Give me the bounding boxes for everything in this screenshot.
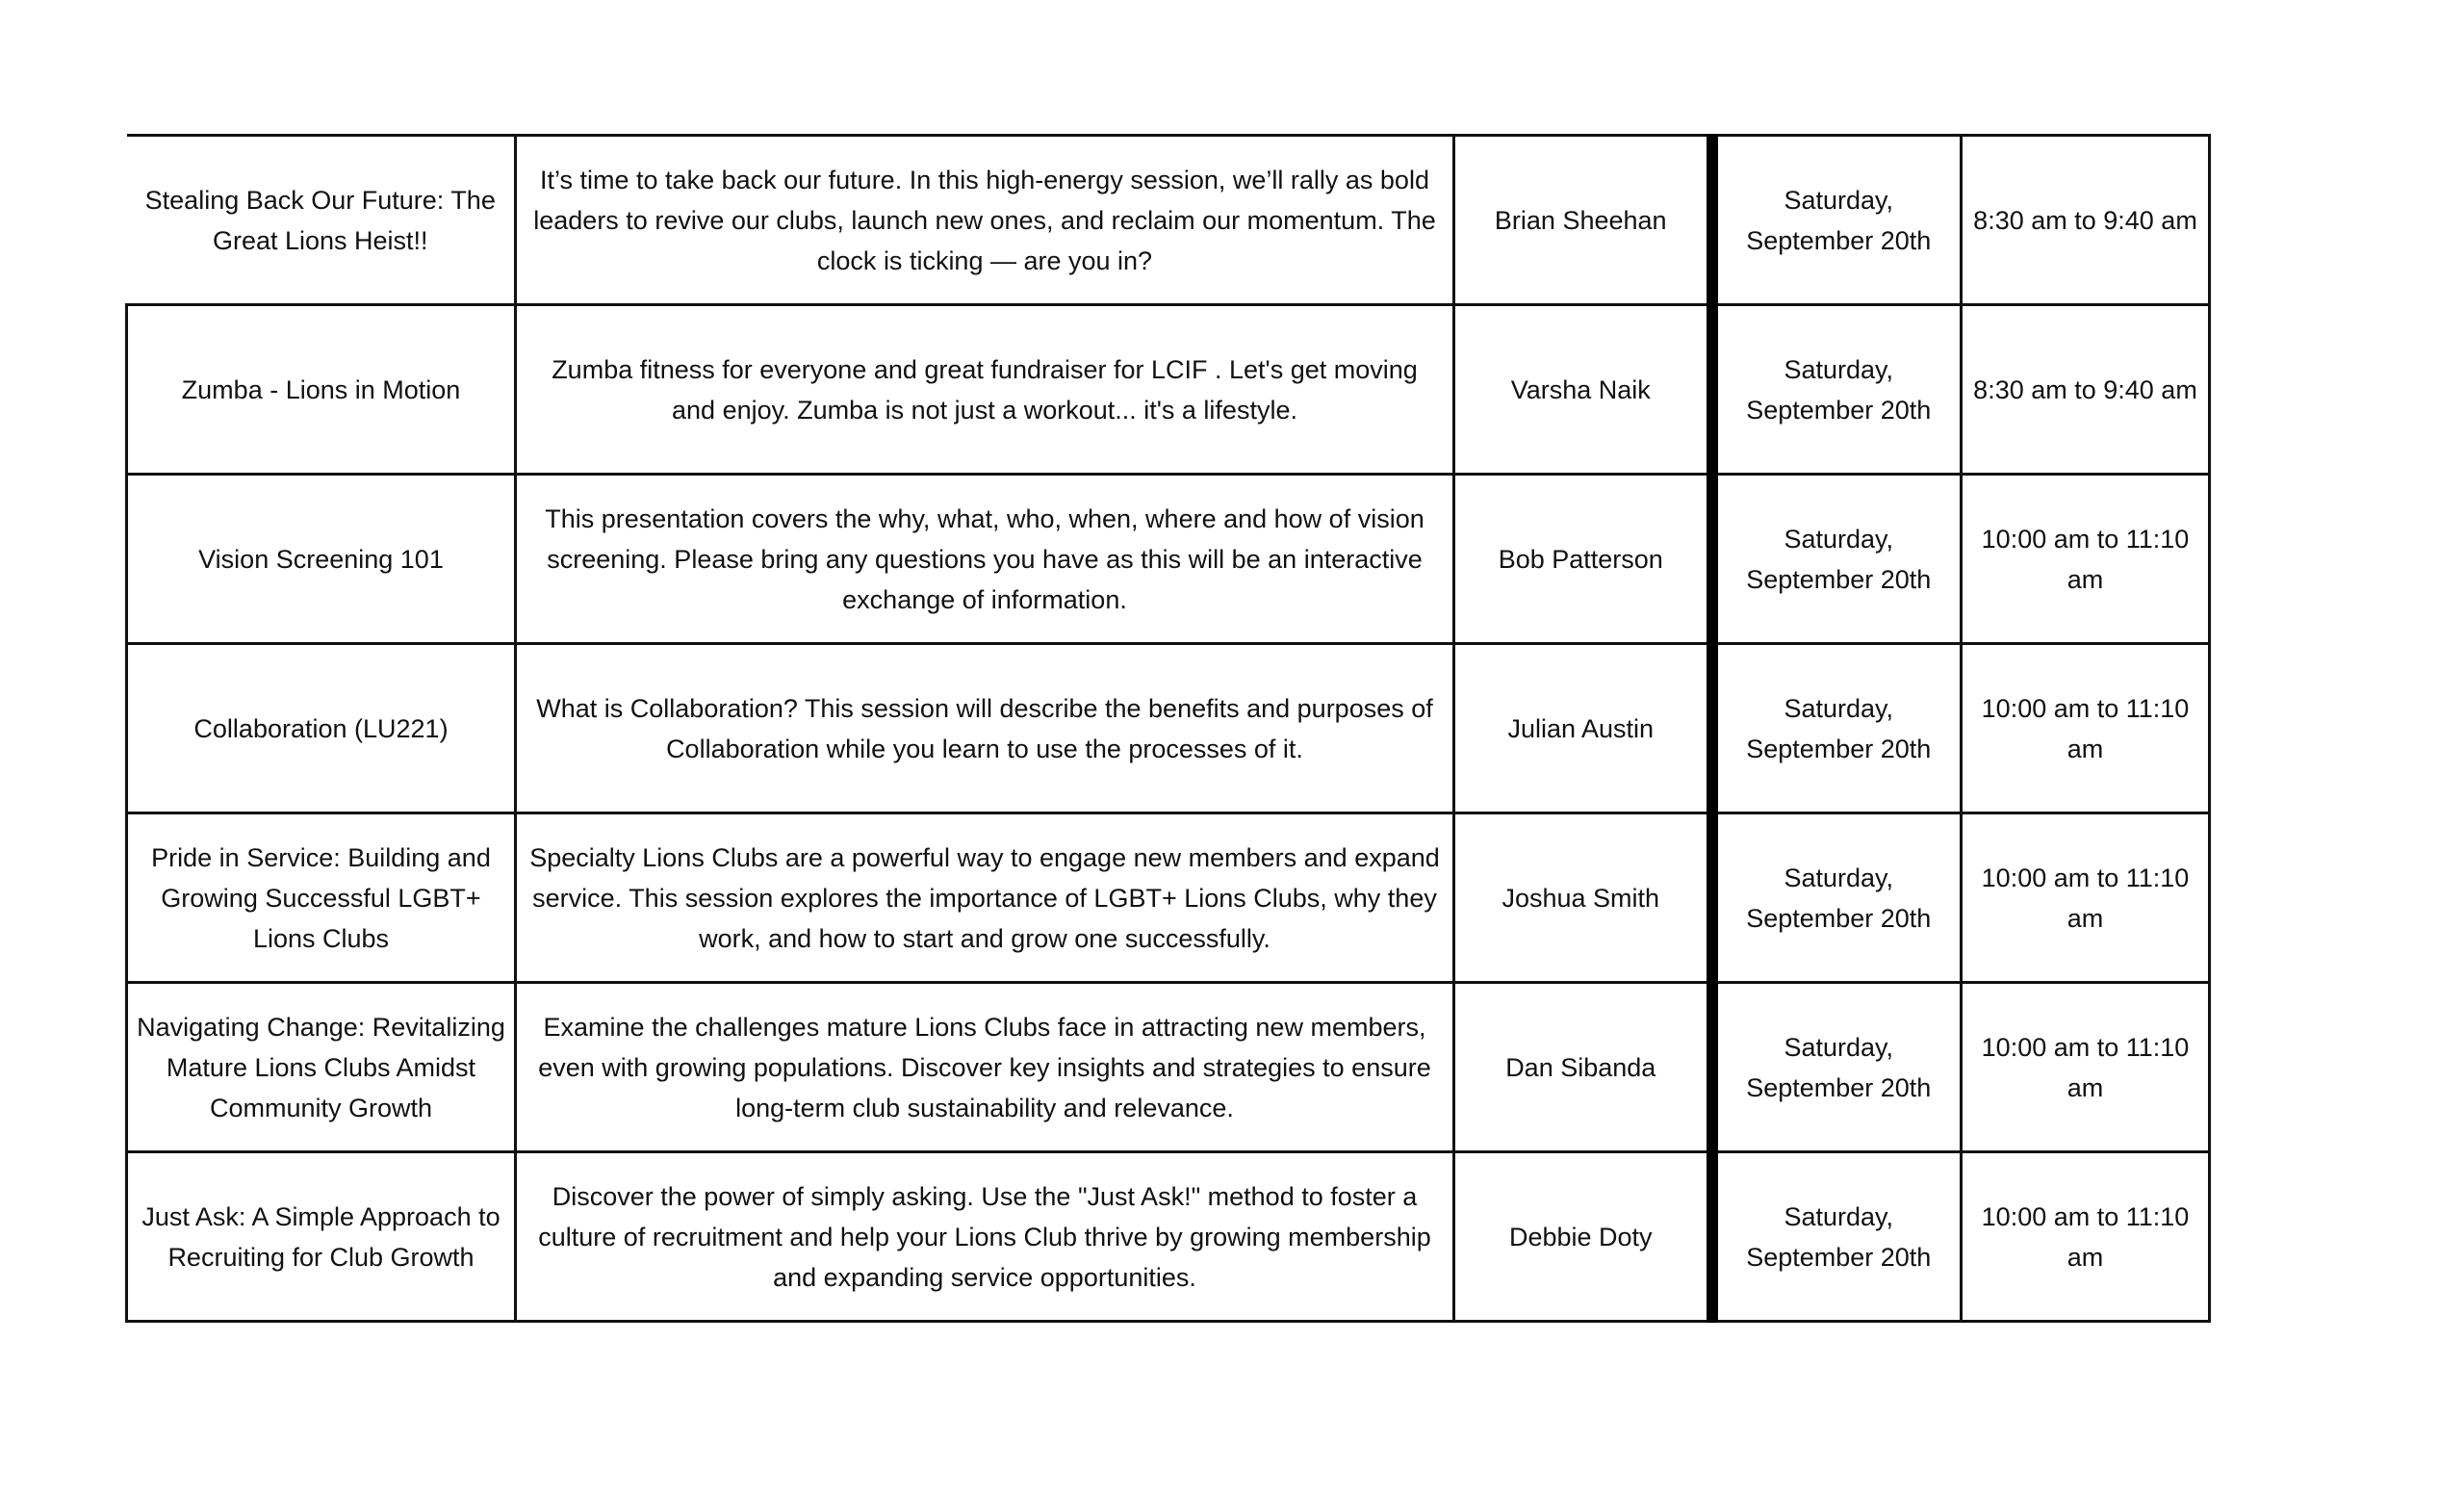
session-date: Saturday, September 20th bbox=[1712, 983, 1962, 1152]
session-speaker: Joshua Smith bbox=[1454, 813, 1712, 983]
session-title: Stealing Back Our Future: The Great Lions Heist!! bbox=[127, 136, 516, 305]
table-row bbox=[127, 813, 2210, 983]
session-description: Specialty Lions Clubs are a powerful way to engage new members and expand service. This session explores the importance of LGBT+ Lions Clubs, why they work, and how to start and grow one successfully. bbox=[516, 813, 1454, 983]
session-description: It’s time to take back our future. In this high-energy session, we’ll rally as bold leaders to revive our clubs, launch new ones, and reclaim our momentum. The clock is ticking — are you in? bbox=[516, 136, 1454, 305]
session-time: 10:00 am to 11:10 am bbox=[1962, 475, 2210, 644]
session-description: This presentation covers the why, what, who, when, where and how of vision screening. Please bring any questions you have as this will be an interactive exchange of information. bbox=[516, 475, 1454, 644]
table-row bbox=[127, 305, 2210, 475]
table-row bbox=[127, 983, 2210, 1152]
session-title: Pride in Service: Building and Growing Successful LGBT+ Lions Clubs bbox=[127, 813, 516, 983]
session-time: 10:00 am to 11:10 am bbox=[1962, 813, 2210, 983]
session-time: 8:30 am to 9:40 am bbox=[1962, 305, 2210, 475]
session-date: Saturday, September 20th bbox=[1712, 136, 1962, 305]
session-date: Saturday, September 20th bbox=[1712, 813, 1962, 983]
session-title: Vision Screening 101 bbox=[127, 475, 516, 644]
session-time: 10:00 am to 11:10 am bbox=[1962, 644, 2210, 813]
session-speaker: Julian Austin bbox=[1454, 644, 1712, 813]
session-speaker: Bob Patterson bbox=[1454, 475, 1712, 644]
session-title: Just Ask: A Simple Approach to Recruiting for Club Growth bbox=[127, 1152, 516, 1322]
session-speaker: Debbie Doty bbox=[1454, 1152, 1712, 1322]
session-title: Collaboration (LU221) bbox=[127, 644, 516, 813]
session-description: Zumba fitness for everyone and great fundraiser for LCIF . Let's get moving and enjoy. Zumba is not just a workout... it's a lifestyle. bbox=[516, 305, 1454, 475]
table-row bbox=[127, 136, 2210, 305]
table-row bbox=[127, 475, 2210, 644]
session-title: Navigating Change: Revitalizing Mature Lions Clubs Amidst Community Growth bbox=[127, 983, 516, 1152]
session-time: 8:30 am to 9:40 am bbox=[1962, 136, 2210, 305]
session-description: Discover the power of simply asking. Use the "Just Ask!" method to foster a culture of recruitment and help your Lions Club thrive by growing membership and expanding service opportunities. bbox=[516, 1152, 1454, 1322]
session-schedule-table bbox=[125, 134, 2211, 1323]
session-description: Examine the challenges mature Lions Clubs face in attracting new members, even with growing populations. Discover key insights and strategies to ensure long-term club sustainability and relevance. bbox=[516, 983, 1454, 1152]
session-time: 10:00 am to 11:10 am bbox=[1962, 1152, 2210, 1322]
session-title: Zumba - Lions in Motion bbox=[127, 305, 516, 475]
session-speaker: Brian Sheehan bbox=[1454, 136, 1712, 305]
session-speaker: Varsha Naik bbox=[1454, 305, 1712, 475]
table-row bbox=[127, 644, 2210, 813]
session-date: Saturday, September 20th bbox=[1712, 305, 1962, 475]
session-date: Saturday, September 20th bbox=[1712, 1152, 1962, 1322]
session-description: What is Collaboration? This session will describe the benefits and purposes of Collaboration while you learn to use the processes of it. bbox=[516, 644, 1454, 813]
session-time: 10:00 am to 11:10 am bbox=[1962, 983, 2210, 1152]
session-date: Saturday, September 20th bbox=[1712, 475, 1962, 644]
session-date: Saturday, September 20th bbox=[1712, 644, 1962, 813]
session-speaker: Dan Sibanda bbox=[1454, 983, 1712, 1152]
table-row bbox=[127, 1152, 2210, 1322]
